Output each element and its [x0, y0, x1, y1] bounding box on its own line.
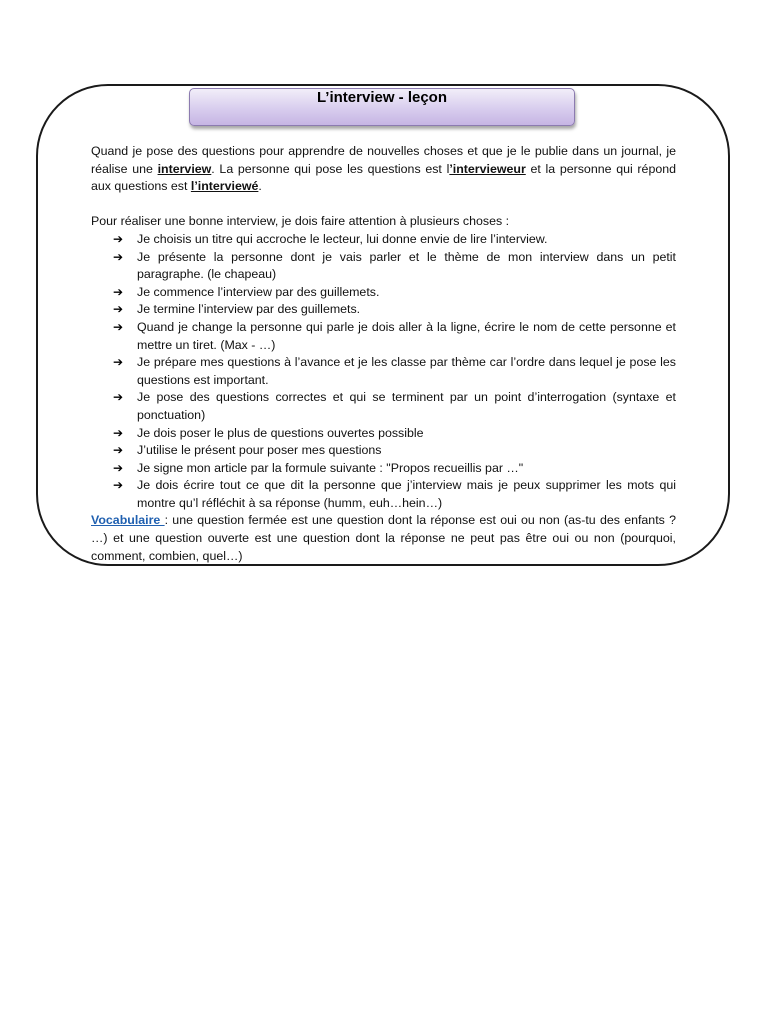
term-interviewe: l’interviewé	[190, 179, 259, 194]
vocab-paragraph	[91, 512, 676, 565]
title-banner	[189, 88, 575, 126]
list-item	[91, 319, 676, 354]
list-item	[91, 425, 676, 443]
arrow-right-icon: ➔	[113, 302, 124, 317]
step-text: Je présente la personne dont je vais parler et le thème de mon interview dans un petit paragraphe. (le chapeau)	[137, 249, 676, 282]
list-item	[91, 301, 676, 319]
arrow-right-icon: ➔	[113, 390, 124, 405]
step-text: Je pose des questions correctes et qui se terminent par un point d’interrogation (syntaxe et ponctuation)	[137, 390, 676, 422]
list-item	[91, 284, 676, 302]
step-text: Je prépare mes questions à l’avance et je les classe par thème car l’ordre dans lequel je pose les questions est important.	[137, 355, 676, 387]
intro-paragraph	[91, 143, 676, 196]
attention-paragraph: Pour réaliser une bonne interview, je dois faire attention à plusieurs choses :	[91, 214, 510, 229]
term-intervieweur: ’intervieweur	[449, 161, 526, 176]
arrow-right-icon: ➔	[113, 319, 124, 334]
arrow-right-icon: ➔	[113, 284, 124, 299]
spacer	[91, 196, 676, 214]
list-item	[91, 231, 676, 249]
step-text: Je commence l’interview par des guillemets.	[137, 284, 380, 299]
lesson-content	[91, 143, 676, 565]
intro-text-2: . La personne qui pose les questions est l	[211, 161, 450, 176]
list-item	[91, 354, 676, 389]
intro-text-4: .	[258, 179, 262, 194]
step-text: Je choisis un titre qui accroche le lecteur, lui donne envie de lire l’interview.	[137, 231, 548, 246]
intro-text-3: et la personne qui répond aux questions est	[91, 161, 677, 194]
list-item	[91, 389, 676, 424]
vocab-text: : une question fermée est une question dont la réponse est oui ou non (as-tu des enfants ? …) et une question ouverte est une question dont la réponse ne peut pas être oui ou non (pourquoi, comment, combien, quel…)	[91, 513, 676, 563]
arrow-right-icon: ➔	[113, 478, 124, 493]
page-title: L’interview - leçon	[316, 89, 448, 106]
step-text: Je signe mon article par la formule suivante : "Propos recueillis par …"	[137, 460, 524, 475]
arrow-right-icon: ➔	[113, 425, 124, 440]
arrow-right-icon: ➔	[113, 460, 124, 475]
step-text: Je termine l’interview par des guillemets.	[137, 302, 361, 317]
list-item	[91, 477, 676, 512]
arrow-right-icon: ➔	[113, 231, 124, 246]
step-text: Je dois poser le plus de questions ouvertes possible	[137, 425, 424, 440]
step-text: Quand je change la personne qui parle je dois aller à la ligne, écrire le nom de cette personne et mettre un tiret. (Max - …)	[137, 319, 676, 352]
steps-list	[91, 231, 676, 513]
arrow-right-icon: ➔	[113, 443, 124, 458]
list-item	[91, 442, 676, 460]
intro-text-1: Quand je pose des questions pour apprendre de nouvelles choses et que je le publie dans un journal, je réalise une	[91, 144, 676, 176]
list-item	[91, 460, 676, 478]
vocab-link[interactable]: Vocabulaire	[91, 513, 165, 528]
step-text: Je dois écrire tout ce que dit la personne que j’interview mais je peux supprimer les mots qui montre qu’l réfléchit à sa réponse (humm, euh…hein…)	[137, 478, 676, 510]
step-text: J’utilise le présent pour poser mes questions	[137, 443, 382, 458]
arrow-right-icon: ➔	[113, 249, 124, 264]
arrow-right-icon: ➔	[113, 355, 124, 370]
term-interview: interview	[157, 161, 212, 176]
list-item	[91, 249, 676, 284]
